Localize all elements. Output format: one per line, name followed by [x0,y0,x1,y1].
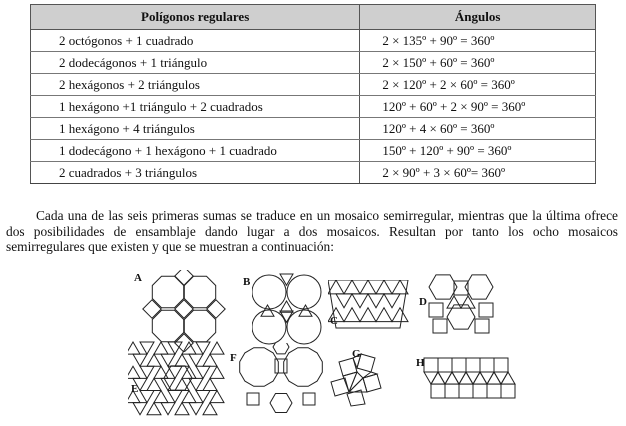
octagon [152,310,183,341]
triangle [447,296,461,308]
triangle [210,391,224,403]
header-angles: Ángulos [360,5,596,30]
dodecagon [240,348,279,387]
triangle [175,403,189,415]
table-row [31,74,596,96]
hexagon [273,343,289,354]
tiling-label-g: G [352,348,361,360]
tiling-figure-h [420,354,520,404]
tiling-label-c: C [330,315,338,327]
triangle [128,342,140,354]
cell-angles: 2 × 120º + 2 × 60º = 360º [360,74,596,96]
dodecagon [287,310,321,344]
polygons-table [30,4,596,184]
tiling-label-f: F [230,352,237,364]
triangle [368,294,384,308]
triangle [210,366,224,378]
triangle [128,366,140,378]
square [431,384,445,398]
dodecagon [287,275,321,309]
cell-angles: 2 × 135º + 90º = 360º [360,30,596,52]
square [331,378,349,396]
triangle [376,280,392,294]
triangle [203,403,217,415]
triangle [461,296,475,308]
triangle [161,403,175,415]
triangle [352,294,368,308]
square [363,374,381,392]
tiling-label-d: D [419,296,427,308]
tiling-label-h: H [416,357,425,369]
cell-polygons: 1 hexágono + 4 triángulos [31,118,360,140]
triangle [376,308,392,322]
triangle [147,354,161,366]
triangle [360,280,376,294]
tiling-label-a: A [134,272,142,284]
cell-polygons: 2 cuadrados + 3 triángulos [31,162,360,184]
triangle [140,366,154,378]
triangle [168,342,182,354]
triangle [175,378,189,390]
triangle [363,372,377,378]
triangle [147,403,161,415]
triangle [154,391,168,403]
square [480,358,494,372]
table-row [31,96,596,118]
square [501,384,515,398]
triangle [161,354,175,366]
triangle [487,372,501,384]
octagon [184,310,215,341]
triangle [459,372,473,384]
triangle [392,308,408,322]
tiling-figure-d [425,273,495,335]
hexagon [429,275,457,299]
triangle [189,403,203,415]
triangle [431,372,445,384]
triangle [196,366,210,378]
table-row [31,30,596,52]
explanation-paragraph [6,208,618,255]
square [424,358,438,372]
square [494,358,508,372]
hexagon [465,275,493,299]
cell-polygons: 2 dodecágonos + 1 triángulo [31,52,360,74]
tiling-figure-b [252,273,322,347]
dodecagon [252,275,286,309]
triangle [344,280,360,294]
triangle [494,372,508,384]
triangle [452,372,466,384]
cell-polygons: 1 hexágono +1 triángulo + 2 cuadrados [31,96,360,118]
triangle [182,342,196,354]
triangle [189,354,203,366]
triangle [280,274,293,285]
cell-angles: 150º + 120º + 90º = 360º [360,140,596,162]
square [275,359,287,373]
triangle [336,294,352,308]
cell-angles: 2 × 90º + 3 × 60º= 360º [360,162,596,184]
square [487,384,501,398]
cell-angles: 2 × 150º + 60º = 360º [360,52,596,74]
dodecagon [284,348,323,387]
tiling-label-e: E [131,383,139,395]
square [466,358,480,372]
cell-angles: 120º + 4 × 60º = 360º [360,118,596,140]
cell-polygons: 2 hexágonos + 2 triángulos [31,74,360,96]
square [473,384,487,398]
tiling-figure-f [237,343,325,415]
triangle [175,354,189,366]
triangle [438,372,452,384]
octagon [152,276,183,307]
triangle [203,354,217,366]
square [207,300,225,318]
square [452,358,466,372]
square [303,393,315,405]
triangle [384,294,400,308]
cell-polygons: 1 dodecágono + 1 hexágono + 1 cuadrado [31,140,360,162]
square [475,319,489,333]
square [175,300,193,318]
triangle [133,354,147,366]
table-header-row [31,5,596,30]
tiling-figure-c [328,280,410,330]
square [247,393,259,405]
triangle [203,378,217,390]
table-row [31,162,596,184]
triangle [210,342,224,354]
tiling-label-b: B [243,276,251,288]
octagon [184,276,215,307]
table-row [31,118,596,140]
square [433,319,447,333]
dodecagon [252,310,286,344]
triangle [344,308,360,322]
triangle [196,342,210,354]
square [429,303,443,317]
triangle [445,372,459,384]
triangle [196,391,210,403]
cell-angles: 120º + 60º + 2 × 90º = 360º [360,96,596,118]
triangle [349,372,363,392]
triangle [473,372,487,384]
triangle [466,372,480,384]
table-row [31,52,596,74]
paragraph-text: Cada una de las seis primeras sumas se traduce en un mosaico semirregular, mientras que la última ofrece dos posibilidades de ensamblaje dando lugar a dos mosaicos. Resultan por tanto los ocho mosaicos semirregulares que existen y que se muestran a continuación: [6,208,618,254]
triangle [501,372,515,384]
triangle [140,391,154,403]
triangle [140,342,154,354]
triangle [480,372,494,384]
square [175,270,193,285]
tiling-figure-e [128,340,228,418]
triangle [154,342,168,354]
triangle [133,403,147,415]
hexagon [270,394,292,413]
triangle [182,391,196,403]
table-row [31,140,596,162]
triangle [360,308,376,322]
square [438,358,452,372]
cell-polygons: 2 octógonos + 1 cuadrado [31,30,360,52]
square [143,300,161,318]
square [459,384,473,398]
triangle [168,391,182,403]
triangle [424,372,438,384]
triangle [154,366,168,378]
header-polygons: Polígonos regulares [31,5,360,30]
square [479,303,493,317]
square [445,384,459,398]
triangle [147,378,161,390]
